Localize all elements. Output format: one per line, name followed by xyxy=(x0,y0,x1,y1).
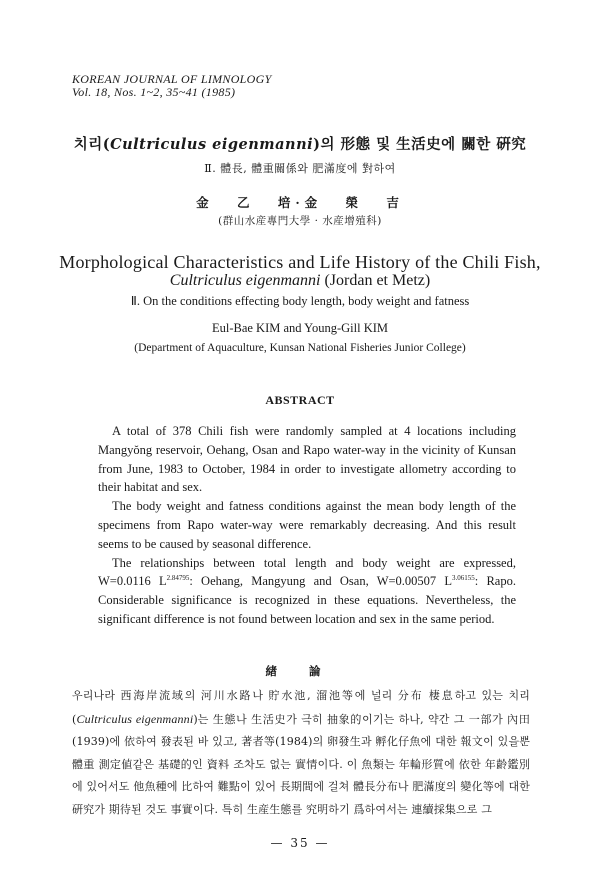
english-subtitle: Ⅱ. On the conditions effecting body length, body weight and fatness xyxy=(130,294,470,308)
abstract-paragraph-1: A total of 378 Chili fish were randomly sampled at 4 locations including Mangyŏng reservoir, Oehang, Osan and Rapo water-way in the vicinity of Kunsan from June, 1983 to October, 1984 in order to investigate allometry according to their habitat and sex. xyxy=(98,424,516,495)
korean-title-pre: 치리( xyxy=(73,136,111,153)
korean-title-species: Cultriculus eigenmanni xyxy=(110,136,314,153)
journal-volume: Vol. 18, Nos. 1~2, 35~41 (1985) xyxy=(72,85,236,99)
page-number: — 35 — xyxy=(270,836,330,850)
abstract-p3-exponent-1: 2.84795 xyxy=(166,574,190,583)
korean-title xyxy=(0,133,600,154)
abstract-paragraph-2: The body weight and fatness conditions against the mean body length of the specimens from Rapo water-way were remarkably decreasing. And this result seems to be caused by seasonal difference. xyxy=(98,499,516,551)
english-title-line2 xyxy=(0,272,600,290)
english-title-authority: (Jordan et Metz) xyxy=(320,272,431,289)
abstract-p3-text-a: The relationships between total length and body weight are expressed, W=0.0116 L xyxy=(98,555,516,589)
english-affiliation: (Department of Aquaculture, Kunsan National Fisheries Junior College) xyxy=(134,342,466,354)
abstract-body xyxy=(98,422,516,629)
korean-title-post: )의 形態 및 生活史에 關한 硏究 xyxy=(313,136,527,153)
korean-authors: 金 乙 培·金 榮 吉 xyxy=(196,195,404,210)
journal-header xyxy=(72,73,272,99)
introduction-heading: 緖 論 xyxy=(265,664,335,678)
intro-text-b: )는 生態나 生活史가 극히 抽象的이기는 하나, 약간 그 一部가 內田(1939)에 依하여 發表된 바 있고, 著者等(1984)의 卵發生과 孵化仔魚에 대한 報文이 있을뿐 體重 測定値같은 基礎的인 資料 조차도 없는 實情이다. 이 魚類는 年輪形質에 依한 年齡鑑別에 있어서도 他魚種에 比하여 難點이 있어 長期間에 걸쳐 體長分布나 肥滿度의 變化等에 대한 硏究가 期待된 것도 事實이다. 특히 生産生態를 究明하기 爲하여서는 連續採集으로 그 xyxy=(72,712,530,816)
abstract-p3-text-c: : Rapo. Considerable significance is recognized in these equations. Nevertheless, the significant difference is not found between location and sex in the same period. xyxy=(98,574,516,626)
intro-text-a: 우리나라 西海岸流域의 河川水路나 貯水池, 溜池等에 널리 分布 棲息하고 있는 치리( xyxy=(72,689,530,726)
english-title-species: Cultriculus eigenmanni xyxy=(169,272,321,289)
abstract-p3-exponent-2: 3.06155 xyxy=(452,574,475,583)
abstract-p3-text-b: : Oehang, Mangyung and Osan, W=0.00507 L xyxy=(189,574,453,589)
journal-name: KOREAN JOURNAL OF LIMNOLOGY xyxy=(72,72,272,86)
abstract-paragraph-3 xyxy=(98,554,516,629)
korean-affiliation: (群山水産專門大學 · 水産增殖科) xyxy=(218,215,382,227)
korean-subtitle: Ⅱ. 體長, 體重關係와 肥滿度에 對하여 xyxy=(204,162,396,175)
abstract-heading: ABSTRACT xyxy=(265,393,335,407)
intro-species: Cultriculus eigenmanni xyxy=(76,711,194,726)
english-authors: Eul-Bae KIM and Young-Gill KIM xyxy=(211,321,389,335)
introduction-body xyxy=(72,685,530,822)
english-title-line1: Morphological Characteristics and Life History of the Chili Fish, xyxy=(59,252,541,272)
